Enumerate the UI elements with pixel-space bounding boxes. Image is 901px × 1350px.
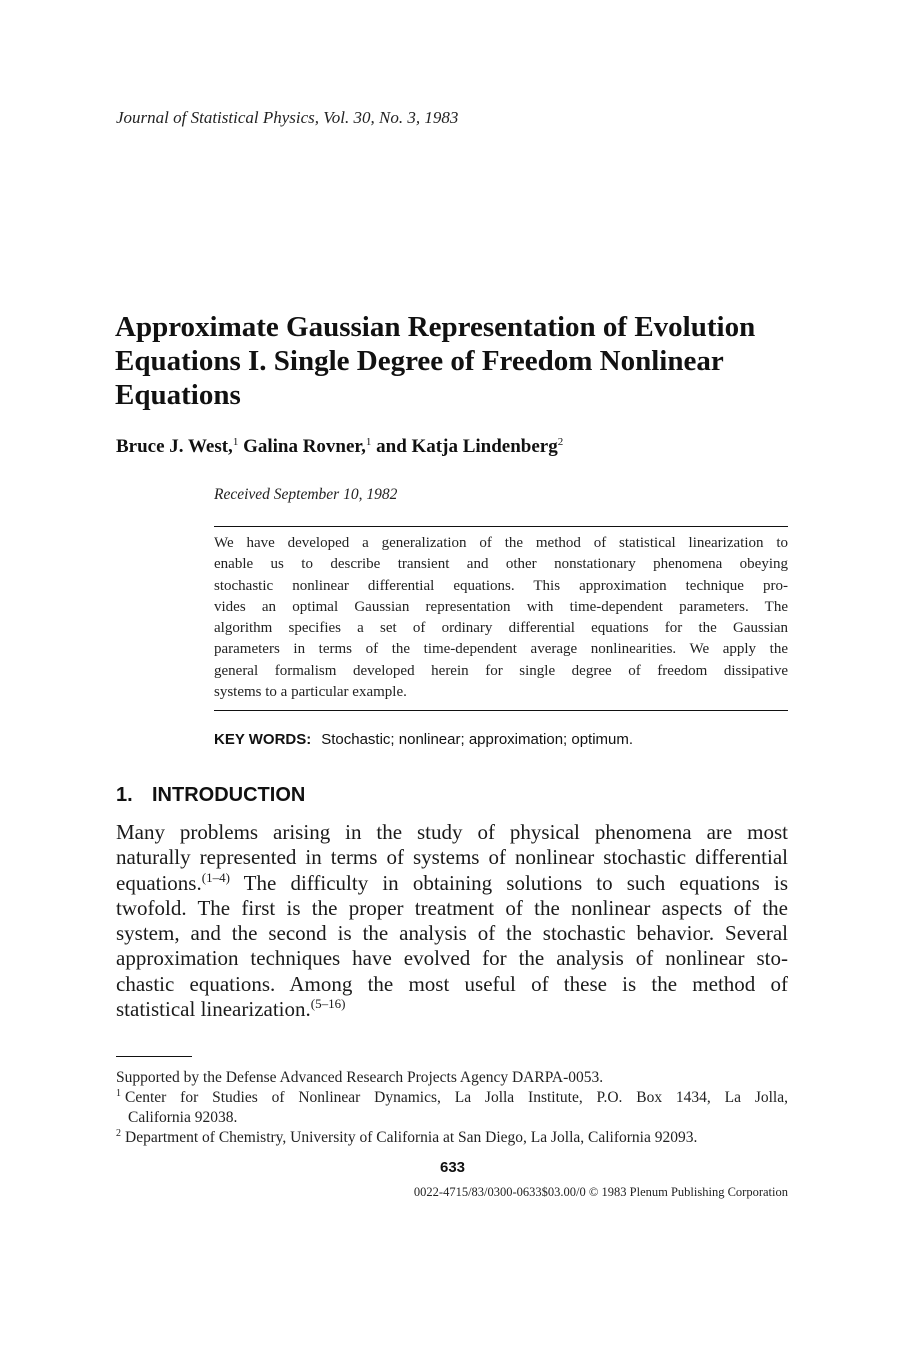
- footnotes: [116, 1068, 788, 1148]
- body-line: [116, 997, 788, 1022]
- footnote-text: Department of Chemistry, University of California at San Diego, La Jolla, California 92093.: [125, 1129, 698, 1146]
- author-name: Galina Rovner,: [243, 436, 366, 457]
- body-line: naturally represented in terms of systems of nonlinear stochastic differential: [116, 845, 788, 870]
- abstract-line: parameters in terms of the time-dependent average nonlinearities. We apply the: [214, 641, 788, 658]
- body-line: chastic equations. Among the most useful of these is the method of: [116, 971, 788, 996]
- author-name: Bruce J. West,: [116, 436, 233, 457]
- abstract-line: systems to a particular example.: [214, 684, 407, 701]
- journal-citation: Journal of Statistical Physics, Vol. 30, No. 3, 1983: [116, 108, 459, 127]
- section-title: INTRODUCTION: [152, 784, 306, 806]
- section-heading: [116, 784, 305, 807]
- body-text: equations.: [116, 870, 202, 895]
- title-line: Equations I. Single Degree of Freedom Nonlinear: [115, 345, 724, 377]
- support-note: Supported by the Defense Advanced Research Projects Agency DARPA-0053.: [116, 1069, 604, 1086]
- affiliation-mark: 2: [557, 436, 564, 448]
- footnote-rule: [116, 1056, 192, 1057]
- footnote-2: [116, 1128, 788, 1148]
- footnote-mark: 2: [116, 1128, 121, 1139]
- title-line: Equations: [115, 379, 241, 411]
- title-line: Approximate Gaussian Representation of Evolution: [115, 311, 756, 343]
- abstract-line: algorithm specifies a set of ordinary differential equations for the Gaussian: [214, 620, 788, 637]
- footnote-text: Center for Studies of Nonlinear Dynamics, La Jolla Institute, P.O. Box 1434, La Jolla,: [125, 1089, 788, 1106]
- copyright-line: 0022-4715/83/0300-0633$03.00/0 © 1983 Plenum Publishing Corporation: [413, 1185, 788, 1199]
- body-line: Many problems arising in the study of physical phenomena are most: [116, 820, 788, 844]
- body-line: approximation techniques have evolved for the analysis of nonlinear sto-: [116, 946, 788, 971]
- body-text: statistical linearization.: [116, 997, 311, 1022]
- abstract-line: vides an optimal Gaussian representation with time-dependent parameters. The: [214, 598, 788, 615]
- received-date: Received September 10, 1982: [214, 486, 398, 503]
- abstract-top-rule: [214, 526, 788, 527]
- affiliation-mark: 1: [365, 436, 372, 448]
- footnote-1: [116, 1088, 788, 1108]
- abstract-line: general formalism developed herein for single degree of freedom dissipative: [214, 662, 788, 679]
- abstract-line: We have developed a generalization of the method of statistical linearization to: [214, 535, 788, 551]
- citation-link[interactable]: (1–4): [201, 869, 230, 885]
- keywords: [214, 731, 633, 748]
- footnote-mark: 1: [116, 1088, 121, 1099]
- body-line: system, and the second is the analysis of the stochastic behavior. Several: [116, 921, 788, 946]
- citation-link[interactable]: (5–16): [310, 996, 346, 1012]
- affiliation-mark: 1: [232, 436, 239, 448]
- author-list: [116, 436, 563, 458]
- paper-title: [115, 310, 795, 412]
- author-name: and Katja Lindenberg: [376, 436, 558, 457]
- keywords-text: Stochastic; nonlinear; approximation; optimum.: [321, 731, 634, 748]
- abstract-line: stochastic nonlinear differential equations. This approximation technique pro-: [214, 577, 788, 594]
- abstract-line: enable us to describe transient and other nonstationary phenomena obeying: [214, 556, 788, 573]
- abstract: [214, 533, 788, 703]
- body-text: The difficulty in obtaining solutions to such equations is: [229, 870, 788, 895]
- page-number: 633: [439, 1159, 466, 1176]
- footnote-1-continuation: California 92038.: [128, 1109, 238, 1126]
- keywords-label: KEY WORDS:: [214, 731, 312, 748]
- body-paragraph: [116, 820, 788, 1022]
- section-number: 1.: [116, 784, 133, 806]
- abstract-bottom-rule: [214, 710, 788, 711]
- body-line: [116, 871, 788, 896]
- body-line: twofold. The first is the proper treatment of the nonlinear aspects of the: [116, 895, 788, 920]
